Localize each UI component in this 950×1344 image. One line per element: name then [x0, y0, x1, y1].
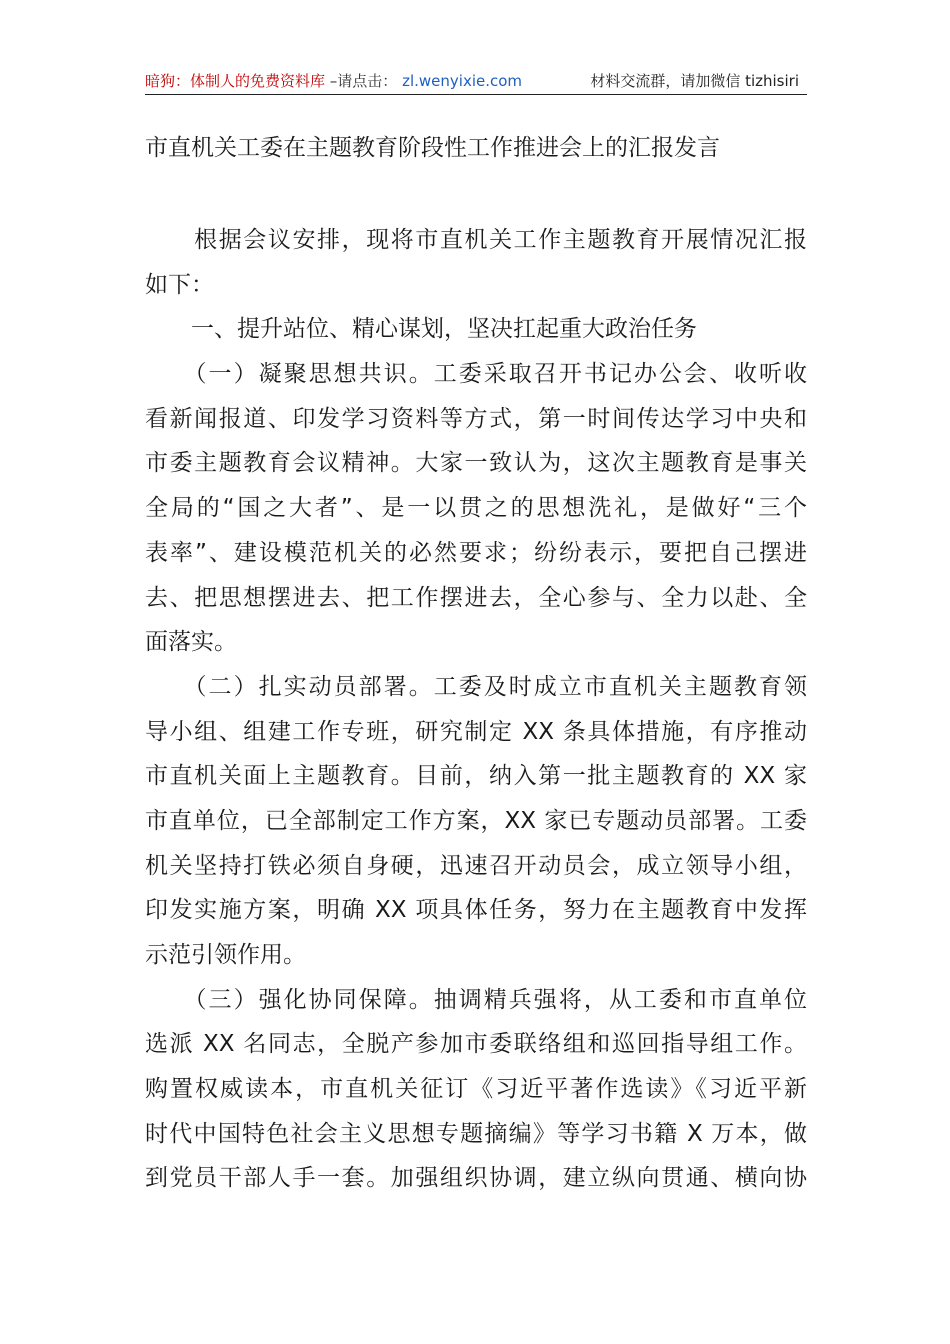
text-line: 时代中国特色社会主义思想专题摘编》等学习书籍 X 万本，做 [145, 1120, 807, 1147]
text-line: 示范引领作用。 [145, 942, 306, 968]
text-line: 购置权威读本，市直机关征订《习近平著作选读》《习近平新 [145, 1076, 807, 1103]
text-line: 表率”、建设模范机关的必然要求；纷纷表示，要把自己摆进 [145, 539, 807, 566]
paragraph-2 [145, 665, 807, 978]
text-line: 市委主题教育会议精神。大家一致认为，这次主题教育是事关 [145, 450, 807, 477]
text-line: （二）扎实动员部署。工委及时成立市直机关主题教育领 [145, 673, 807, 700]
text-line: 选派 XX 名同志，全脱产参加市委联络组和巡回指导组工作。 [145, 1031, 807, 1058]
text-line: 印发实施方案，明确 XX 项具体任务，努力在主题教育中发挥 [145, 897, 807, 924]
text-line: 看新闻报道、印发学习资料等方式，第一时间传达学习中央和 [145, 405, 807, 432]
intro-paragraph [145, 218, 807, 307]
text-line: 市直单位，已全部制定工作方案，XX 家已专题动员部署。工委 [145, 807, 807, 834]
document-body [145, 218, 807, 1201]
header-url-link[interactable]: zl.wenyixie.com [402, 72, 523, 90]
header-group-note: 材料交流群，请加微信 tizhisiri [590, 72, 799, 90]
paragraph-1 [145, 352, 807, 665]
text-line: （一）凝聚思想共识。工委采取召开书记办公会、收听收 [145, 361, 807, 388]
document-title: 市直机关工委在主题教育阶段性工作推进会上的汇报发言 [145, 135, 720, 161]
header-brand: 暗狗：体制人的免费资料库 [145, 72, 326, 90]
text-line: 机关坚持打铁必须自身硬，迅速召开动员会，成立领导小组， [145, 852, 807, 879]
text-line: （三）强化协同保障。抽调精兵强将，从工委和市直单位 [145, 986, 807, 1013]
text-line: 面落实。 [145, 629, 237, 656]
text-line: 根据会议安排，现将市直机关工作主题教育开展情况汇报 [145, 227, 807, 253]
section-heading: 一、提升站位、精心谋划，坚决扛起重大政治任务 [145, 316, 697, 343]
text-line: 到党员干部人手一套。加强组织协调，建立纵向贯通、横向协 [145, 1165, 807, 1192]
header-click-prompt: –请点击： [329, 72, 398, 90]
text-line: 导小组、组建工作专班，研究制定 XX 条具体措施，有序推动 [145, 718, 807, 745]
text-line: 市直机关面上主题教育。目前，纳入第一批主题教育的 XX 家 [145, 763, 807, 790]
text-line: 如下： [145, 271, 214, 298]
page-header [145, 70, 807, 95]
text-line: 去、把思想摆进去、把工作摆进去，全心参与、全力以赴、全 [145, 584, 807, 611]
text-line: 全局的“国之大者”、是一以贯之的思想洗礼，是做好“三个 [145, 495, 807, 522]
paragraph-3 [145, 978, 807, 1201]
